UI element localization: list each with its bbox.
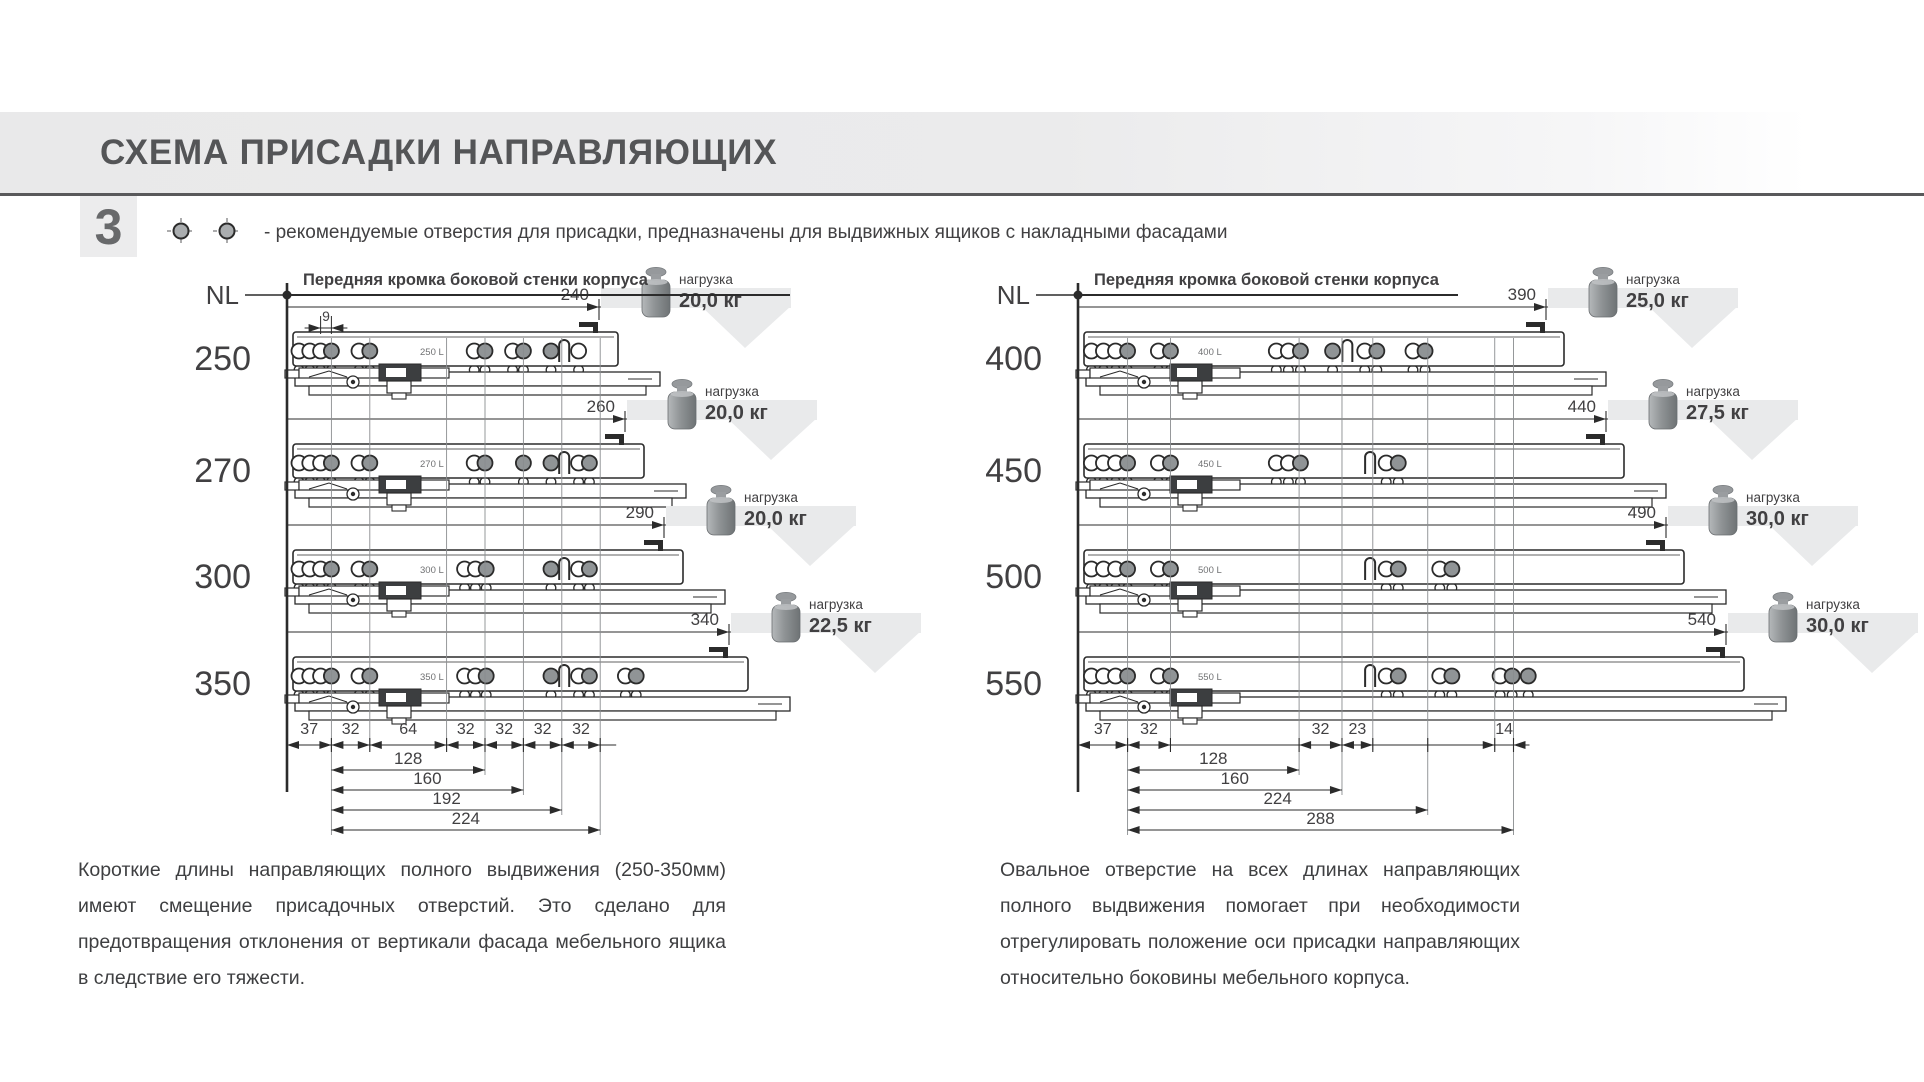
left-panel: [194, 267, 921, 835]
chain-dim-value: 23: [1348, 721, 1367, 738]
span-dim-value: 288: [1306, 809, 1335, 828]
load-caption: нагрузка: [744, 490, 798, 505]
footnote-left: Короткие длины направляющих полного выдвижения (250-350мм) имеют смещение присадочных отверстий. Это сделано для предотвращения отклонения от вертикали фасада мебельного ящика в следствие его тяжести.: [78, 859, 726, 989]
chain-dim-value: 32: [572, 721, 590, 738]
chain-dim-value: 14: [1495, 721, 1514, 738]
span-dim-128: [1128, 749, 1300, 774]
span-dim-value: 128: [1199, 749, 1228, 768]
dim-240: [287, 285, 625, 320]
dim-290: [287, 503, 690, 538]
span-dim-value: 224: [451, 809, 480, 828]
slide-row-300: [194, 540, 725, 617]
span-dim-value: 160: [1220, 769, 1249, 788]
load-value: 27,5 кг: [1686, 402, 1749, 424]
load-arrow-shadow: [727, 418, 817, 460]
footnote-right: Овальное отверстие на всех длинах направляющих полного выдвижения помогает при необходимости отрегулировать положение оси присадки направляющих относительно боковины мебельного корпуса.: [1000, 859, 1520, 989]
span-dim-192: [331, 789, 561, 814]
load-badge: [1548, 267, 1738, 348]
dim-390: [1078, 285, 1572, 320]
dim-260: [287, 397, 651, 432]
dim-440: [1078, 397, 1632, 432]
slide-row-350: [194, 647, 790, 724]
recommended-hole: [1293, 456, 1308, 471]
dim-value: 260: [586, 397, 615, 416]
recommended-hole: [1293, 344, 1308, 359]
load-value: 30,0 кг: [1806, 615, 1869, 637]
dim-value: 540: [1687, 610, 1716, 629]
recommended-hole: [1444, 669, 1459, 684]
row-length-label: 300: [194, 558, 251, 596]
recommended-hole: [1391, 456, 1406, 471]
row-length-label: 270: [194, 452, 251, 490]
recommended-hole: [1505, 669, 1520, 684]
chain-dim-value: 32: [1311, 721, 1330, 738]
row-length-label: 250: [194, 340, 251, 378]
recommended-hole: [1418, 344, 1433, 359]
span-dim-160: [1128, 769, 1342, 794]
section-number: 3: [80, 196, 137, 257]
recommended-hole: [544, 669, 559, 684]
recommended-hole: [1521, 669, 1536, 684]
load-arrow-shadow: [831, 631, 921, 673]
front-edge-label: Передняя кромка боковой стенки корпуса: [1094, 271, 1439, 289]
legend-text: - рекомендуемые отверстия для присадки, предназначены для выдвижных ящиков с накладными фасадами: [264, 222, 1228, 243]
recommended-hole: [479, 669, 494, 684]
dim-value: 440: [1567, 397, 1596, 416]
row-length-label: 450: [985, 452, 1042, 490]
page-title: СХЕМА ПРИСАДКИ НАПРАВЛЯЮЩИХ: [100, 132, 778, 172]
span-dim-224: [331, 809, 600, 834]
recommended-hole: [1369, 344, 1384, 359]
load-caption: нагрузка: [679, 272, 733, 287]
dim-value: 290: [625, 503, 654, 522]
row-length-label: 550: [985, 665, 1042, 703]
rail-label: 270 L: [420, 459, 444, 470]
recommended-hole: [544, 344, 559, 359]
recommended-hole: [1444, 562, 1459, 577]
dimension-chain: [1078, 721, 1530, 752]
load-value: 20,0 кг: [744, 508, 807, 530]
load-value: 25,0 кг: [1626, 290, 1689, 312]
load-caption: нагрузка: [1806, 597, 1860, 612]
rail-label: 300 L: [420, 565, 444, 576]
row-length-label: 400: [985, 340, 1042, 378]
recommended-hole: [629, 669, 644, 684]
rail-label: 550 L: [1198, 672, 1222, 683]
load-caption: нагрузка: [705, 384, 759, 399]
load-arrow-shadow: [1648, 306, 1738, 348]
dim-value: 240: [560, 285, 589, 304]
rail-label: 400 L: [1198, 347, 1222, 358]
row-length-label: 350: [194, 665, 251, 703]
load-value: 20,0 кг: [705, 402, 768, 424]
load-badge: [731, 592, 921, 673]
rail-label: 250 L: [420, 347, 444, 358]
load-caption: нагрузка: [1746, 490, 1800, 505]
span-dim-value: 128: [394, 749, 423, 768]
span-dim-224: [1128, 789, 1428, 814]
rail-label: 350 L: [420, 672, 444, 683]
row-length-label: 500: [985, 558, 1042, 596]
rail-label: 500 L: [1198, 565, 1222, 576]
span-dim-288: [1128, 809, 1514, 834]
span-dim-value: 224: [1263, 789, 1292, 808]
chain-dim-value: 32: [341, 721, 360, 738]
load-arrow-shadow: [766, 524, 856, 566]
load-badge: [1728, 592, 1918, 673]
slide-row-450: [985, 434, 1666, 511]
hole: [571, 344, 586, 359]
recommended-hole: [582, 669, 597, 684]
load-badge: [1608, 379, 1798, 460]
load-value: 30,0 кг: [1746, 508, 1809, 530]
load-arrow-shadow: [1828, 631, 1918, 673]
recommended-hole: [544, 456, 559, 471]
span-dim-128: [331, 749, 485, 774]
chain-dim-value: 32: [456, 721, 475, 738]
load-arrow-shadow: [1768, 524, 1858, 566]
recommended-hole: [582, 456, 597, 471]
load-caption: нагрузка: [1626, 272, 1680, 287]
dim-value: 340: [690, 610, 719, 629]
slide-row-550: [985, 647, 1786, 724]
load-badge: [666, 485, 856, 566]
recommended-hole: [1391, 562, 1406, 577]
chain-dim-value: 32: [495, 721, 514, 738]
dim-value: 490: [1627, 503, 1656, 522]
rail-label: 450 L: [1198, 459, 1222, 470]
load-value: 22,5 кг: [809, 615, 872, 637]
nl-label: NL: [205, 280, 239, 310]
span-dim-160: [331, 769, 523, 794]
recommended-hole: [544, 562, 559, 577]
dim-340: [287, 610, 755, 645]
span-dim-value: 160: [413, 769, 442, 788]
recommended-hole: [479, 562, 494, 577]
chain-dim-value: 32: [1140, 721, 1158, 738]
load-value: 20,0 кг: [679, 290, 742, 312]
load-arrow-shadow: [1708, 418, 1798, 460]
chain-dim-value: 64: [399, 721, 418, 738]
dimension-chain: [287, 721, 616, 752]
right-panel: [985, 267, 1918, 835]
svg-text:9: 9: [322, 308, 330, 324]
load-caption: нагрузка: [1686, 384, 1740, 399]
chain-dim-value: 37: [1093, 721, 1112, 738]
load-caption: нагрузка: [809, 597, 863, 612]
front-edge-label: Передняя кромка боковой стенки корпуса: [303, 271, 648, 289]
chain-dim-value: 32: [533, 721, 552, 738]
dim-540: [1078, 610, 1752, 645]
dim-value: 390: [1507, 285, 1536, 304]
nl-label: NL: [996, 280, 1030, 310]
load-arrow-shadow: [701, 306, 791, 348]
load-badge: [1668, 485, 1858, 566]
slide-row-500: [985, 540, 1726, 617]
recommended-hole: [582, 562, 597, 577]
pitch-dim: [305, 308, 348, 334]
recommended-hole: [1325, 344, 1340, 359]
span-dim-value: 192: [432, 789, 461, 808]
chain-dim-value: 37: [300, 721, 319, 738]
load-badge: [627, 379, 817, 460]
recommended-hole: [1391, 669, 1406, 684]
slide-row-250: [194, 322, 660, 399]
slide-row-270: [194, 434, 686, 511]
